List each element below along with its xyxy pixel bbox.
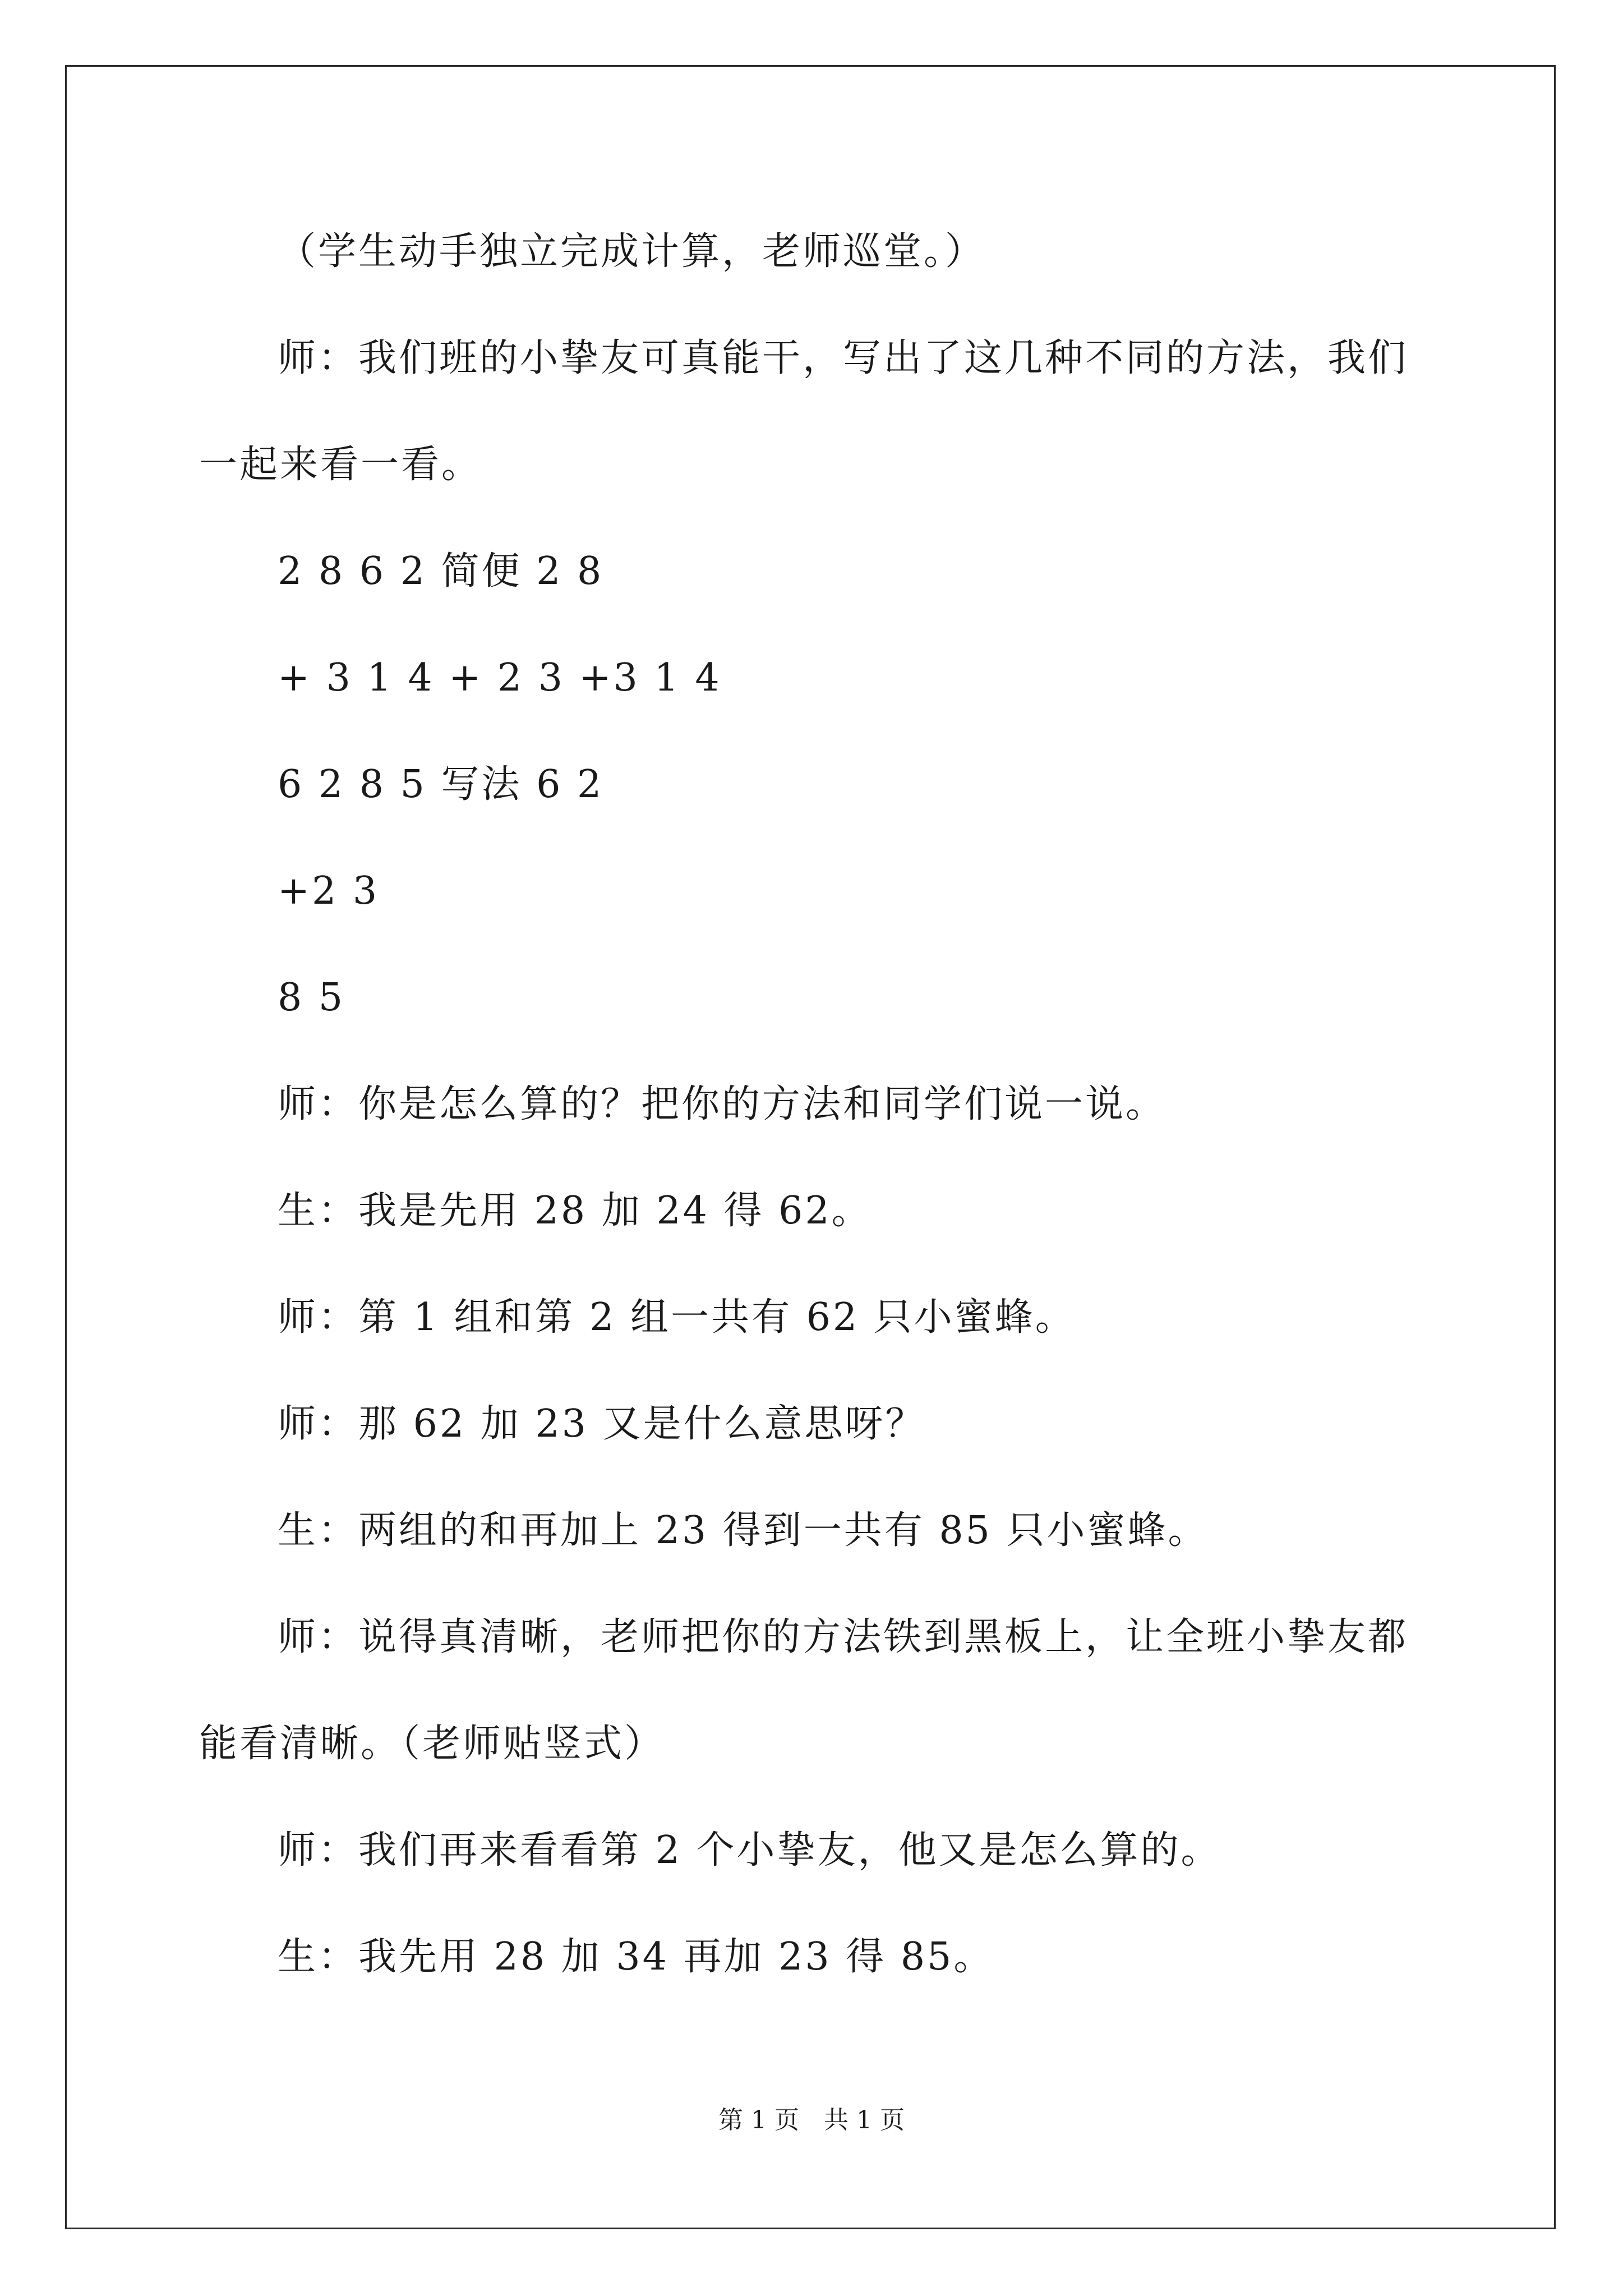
page-footer: 第 1 页 共 1 页	[718, 2106, 905, 2134]
text-line-4: 2 8 6 2 简便 2 8	[278, 549, 604, 593]
text-line-2: 师：我们班的小挚友可真能干，写出了这几种不同的方法，我们	[278, 336, 1409, 380]
text-line-16: 师：我们再来看看第 2 个小挚友，他又是怎么算的。	[278, 1828, 1221, 1872]
text-line-8: 8 5	[278, 976, 345, 1020]
text-line-12: 师：那 62 加 23 又是什么意思呀？	[278, 1402, 926, 1446]
text-line-5: + 3 1 4 + 2 3 +3 1 4	[278, 656, 722, 700]
text-line-10: 生：我是先用 28 加 24 得 62。	[278, 1189, 872, 1233]
page-border	[65, 65, 1556, 2229]
text-line-6: 6 2 8 5 写法 6 2	[278, 762, 604, 807]
text-line-3: 一起来看一看。	[199, 443, 482, 487]
text-line-7: +2 3	[278, 869, 380, 913]
text-line-17: 生：我先用 28 加 34 再加 23 得 85。	[278, 1935, 994, 1979]
text-line-9: 师：你是怎么算的？把你的方法和同学们说一说。	[278, 1082, 1166, 1126]
text-line-15: 能看清晰。（老师贴竖式）	[199, 1722, 665, 1766]
text-line-14: 师：说得真清晰，老师把你的方法铁到黑板上，让全班小挚友都	[278, 1615, 1409, 1659]
text-line-13: 生：两组的和再加上 23 得到一共有 85 只小蜜蜂。	[278, 1508, 1209, 1553]
text-line-1: （学生动手独立完成计算，老师巡堂。）	[278, 229, 986, 274]
text-line-11: 师：第 1 组和第 2 组一共有 62 只小蜜蜂。	[278, 1295, 1076, 1340]
